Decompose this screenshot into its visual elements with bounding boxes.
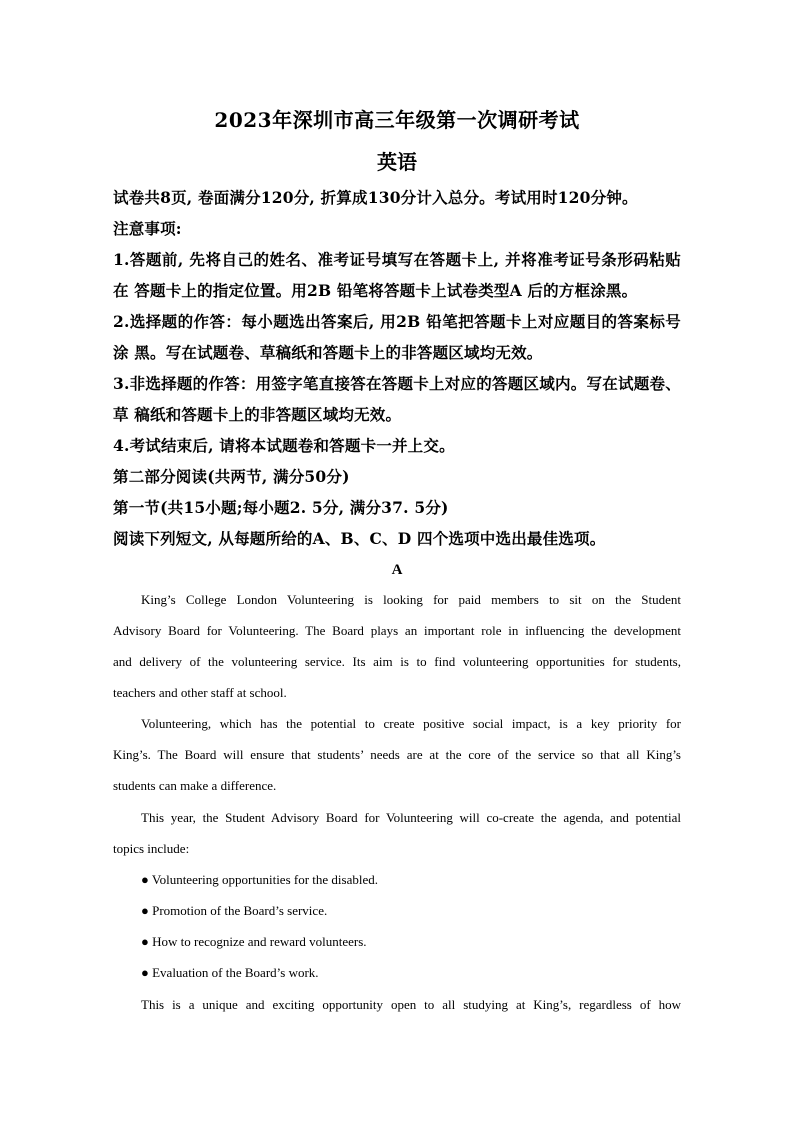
- topic-bullet: ● Evaluation of the Board’s work.: [141, 965, 319, 980]
- part-title: 第二部分阅读(共两节, 满分50分): [113, 467, 350, 486]
- passage-line: students can make a difference.: [113, 778, 277, 793]
- topic-bullet: ● How to recognize and reward volunteers.: [141, 934, 367, 949]
- passage-line: teachers and other staff at school.: [113, 685, 287, 700]
- notice-item-2-line-2: 涂 黑。写在试题卷、草稿纸和答题卡上的非答题区域均无效。: [113, 343, 543, 362]
- section-title: 第一节(共15小题;每小题2. 5分, 满分37. 5分): [113, 498, 449, 517]
- notice-heading: 注意事项:: [113, 219, 182, 238]
- notice-item-3-line-2: 草 稿纸和答题卡上的非答题区域均无效。: [113, 405, 402, 424]
- passage-line: and delivery of the volunteering service. Its aim is to find volunteering opportunities for students,: [113, 654, 681, 669]
- subject-title: 英语: [377, 150, 417, 174]
- passage-line: Volunteering, which has the potential to create positive social impact, is a key priority for: [141, 716, 681, 731]
- reading-directions: 阅读下列短文, 从每题所给的A、B、C、D 四个选项中选出最佳选项。: [113, 529, 606, 548]
- passage-line: King’s. The Board will ensure that students’ needs are at the core of the service so that all King’s: [113, 747, 681, 762]
- passage-line: Advisory Board for Volunteering. The Board plays an important role in influencing the development: [113, 623, 681, 638]
- passage-line: This is a unique and exciting opportunity open to all studying at King’s, regardless of how: [141, 997, 681, 1012]
- passage-line: topics include:: [113, 841, 190, 856]
- notice-item-2-line-1: 2.选择题的作答：每小题选出答案后, 用2B 铅笔把答题卡上对应题目的答案标号: [113, 312, 681, 331]
- exam-title: 2023年深圳市高三年级第一次调研考试: [214, 108, 580, 132]
- topic-bullet: ● Promotion of the Board’s service.: [141, 903, 328, 918]
- passage-line: King’s College London Volunteering is looking for paid members to sit on the Student: [141, 592, 681, 607]
- passage-label: A: [391, 562, 403, 578]
- exam-info: 试卷共8页, 卷面满分120分, 折算成130分计入总分。考试用时120分钟。: [113, 188, 638, 207]
- passage-line: This year, the Student Advisory Board for Volunteering will co-create the agenda, and potential: [141, 810, 681, 825]
- notice-item-1-line-1: 1.答题前, 先将自己的姓名、准考证号填写在答题卡上, 并将准考证号条形码粘贴: [113, 250, 681, 269]
- topic-bullet: ● Volunteering opportunities for the disabled.: [141, 872, 379, 887]
- notice-item-4: 4.考试结束后, 请将本试题卷和答题卡一并上交。: [113, 436, 455, 455]
- notice-item-1-line-2: 在 答题卡上的指定位置。用2B 铅笔将答题卡上试卷类型A 后的方框涂黑。: [113, 281, 638, 300]
- notice-item-3-line-1: 3.非选择题的作答：用签字笔直接答在答题卡上对应的答题区域内。写在试题卷、: [113, 374, 681, 393]
